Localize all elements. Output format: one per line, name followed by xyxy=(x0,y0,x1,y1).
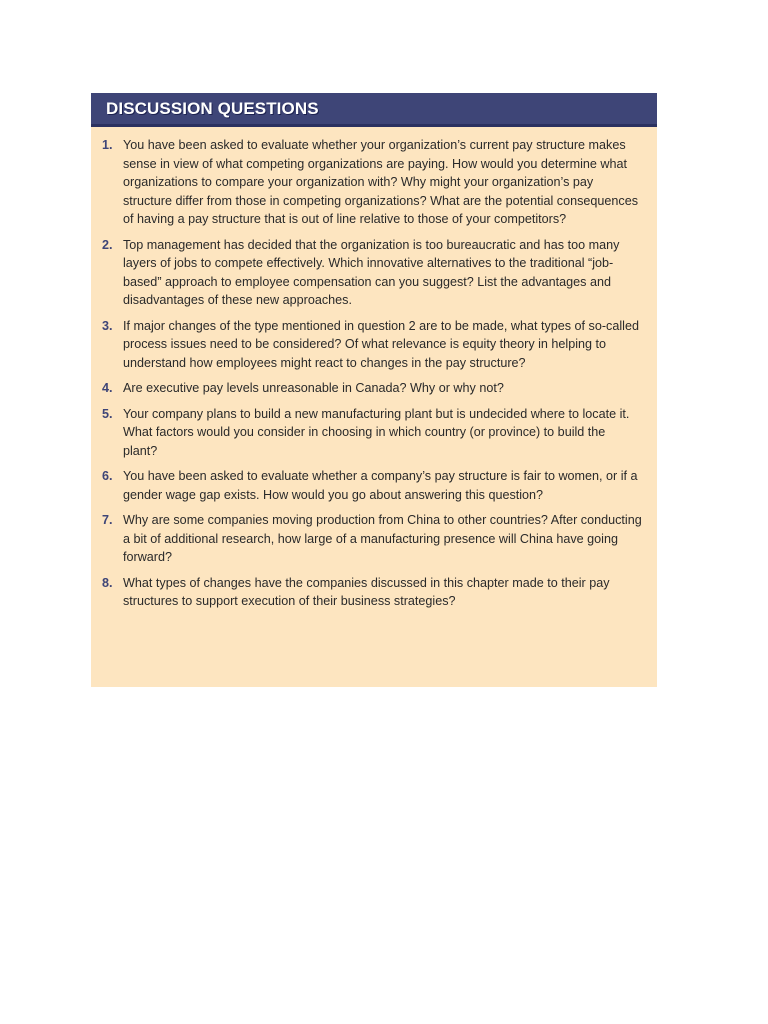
discussion-questions-box xyxy=(91,93,657,687)
question-number: 8. xyxy=(102,575,113,590)
question-number: 5. xyxy=(102,406,113,421)
question-text: You have been asked to evaluate whether your organization’s current pay structure makes sense in view of what competing organizations are paying. How would you determine what organizations to compare your organization with? Why might your organization’s pay structure differ from those in competing organizations? What are the potential consequences of having a pay structure that is out of line relative to those of your competitors? xyxy=(123,138,639,226)
question-item xyxy=(102,236,643,310)
questions-list xyxy=(91,127,657,611)
question-number: 1. xyxy=(102,138,113,152)
question-text: Your company plans to build a new manufacturing plant but is undecided where to locate it. What factors would you consider in choosing in which country (or province) to build the plant? xyxy=(123,406,630,458)
question-text: Are executive pay levels unreasonable in Canada? Why or why not? xyxy=(123,381,504,395)
question-text: You have been asked to evaluate whether a company’s pay structure is fair to women, or if a gender wage gap exists. How would you go about answering this question? xyxy=(123,469,638,502)
box-header xyxy=(91,93,657,127)
question-item xyxy=(102,405,643,461)
question-item xyxy=(102,317,643,373)
question-text: What types of changes have the companies discussed in this chapter made to their pay structures to support execution of their business strategies? xyxy=(123,575,610,608)
question-text: If major changes of the type mentioned in question 2 are to be made, what types of so-called process issues need to be considered? Of what relevance is equity theory in helping to understand how employees might react to changes in the pay structure? xyxy=(123,318,639,370)
question-item xyxy=(102,379,643,398)
question-number: 7. xyxy=(102,513,113,527)
question-number: 6. xyxy=(102,469,113,483)
question-number: 3. xyxy=(102,318,113,333)
box-title: DISCUSSION QUESTIONS xyxy=(106,98,319,118)
question-text: Why are some companies moving production from China to other countries? After conducting a bit of additional research, how large of a manufacturing presence will China have going forward? xyxy=(123,513,642,564)
question-item xyxy=(102,511,643,567)
question-item xyxy=(102,467,643,504)
question-number: 4. xyxy=(102,381,113,395)
question-text: Top management has decided that the organization is too bureaucratic and has too many layers of jobs to compete effectively. Which innovative alternatives to the traditional “job-based” approach to employee compensation can you suggest? List the advantages and disadvantages of these new approaches. xyxy=(123,237,620,307)
question-item xyxy=(102,136,643,229)
question-number: 2. xyxy=(102,237,113,252)
question-item xyxy=(102,574,643,611)
